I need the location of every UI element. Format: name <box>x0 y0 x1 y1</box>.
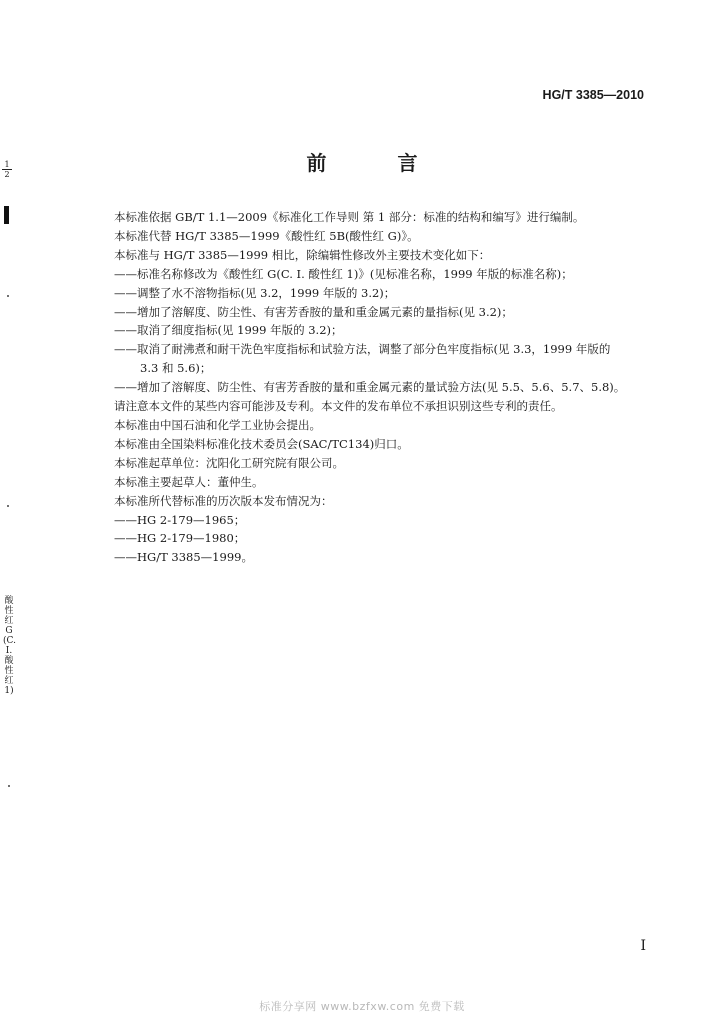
paragraph: 请注意本文件的某些内容可能涉及专利。本文件的发布单位不承担识别这些专利的责任。 <box>114 399 563 414</box>
standard-code: HG/T 3385—2010 <box>542 88 644 102</box>
change-item-continuation: 3.3 和 5.6)； <box>140 361 212 376</box>
paragraph: 本标准起草单位：沈阳化工研究院有限公司。 <box>114 455 344 470</box>
margin-fraction <box>2 160 12 179</box>
change-item: ——取消了耐沸煮和耐干洗色牢度指标和试验方法，调整了部分色牢度指标(见 3.3，1999 年版的 <box>114 342 611 357</box>
paragraph: 本标准依据 GB/T 1.1—2009《标准化工作导则 第 1 部分：标准的结构和编写》进行编制。 <box>114 210 585 224</box>
paragraph: 本标准由中国石油和化学工业协会提出。 <box>114 417 321 432</box>
change-item: ——调整了水不溶物指标(见 3.2，1999 年版的 3.2)； <box>114 285 396 300</box>
paragraph: 本标准所代替标准的历次版本发布情况为： <box>114 493 333 508</box>
scan-speck <box>7 505 9 507</box>
change-item: ——标准名称修改为《酸性红 G(C. I. 酸性红 1)》(见标准名称，1999 年版的标准名称)； <box>114 266 573 281</box>
scan-speck <box>7 295 9 297</box>
page-number: I <box>640 938 646 954</box>
page-title: 前 言 <box>306 151 450 175</box>
change-item: ——增加了溶解度、防尘性、有害芳香胺的量和重金属元素的量指标(见 3.2)； <box>114 304 513 319</box>
fraction-numerator: 1 <box>2 160 12 170</box>
history-item: ——HG 2-179—1980； <box>114 531 246 546</box>
margin-bar <box>4 206 9 224</box>
change-item: ——增加了溶解度、防尘性、有害芳香胺的量和重金属元素的量试验方法(见 5.5、5.6、5.7、5.8)。 <box>114 380 626 395</box>
foreword-body <box>114 208 654 567</box>
paragraph: 本标准与 HG/T 3385—1999 相比，除编辑性修改外主要技术变化如下： <box>114 247 491 262</box>
paragraph: 本标准主要起草人：董仲生。 <box>114 474 264 489</box>
fraction-denominator: 2 <box>4 170 10 179</box>
history-item: ——HG/T 3385—1999。 <box>114 550 253 565</box>
history-item: ——HG 2-179—1965； <box>114 512 246 527</box>
paragraph: 本标准由全国染料标准化技术委员会(SAC/TC134)归口。 <box>114 436 409 451</box>
spine-text: 酸性红G(C.I.酸性红1) <box>3 596 16 696</box>
change-item: ——取消了细度指标(见 1999 年版的 3.2)； <box>114 323 343 338</box>
scan-speck <box>8 785 10 787</box>
paragraph: 本标准代替 HG/T 3385—1999《酸性红 5B(酸性红 G)》。 <box>114 228 419 243</box>
watermark: 标准分享网 www.bzfxw.com 免费下载 <box>259 1000 465 1013</box>
